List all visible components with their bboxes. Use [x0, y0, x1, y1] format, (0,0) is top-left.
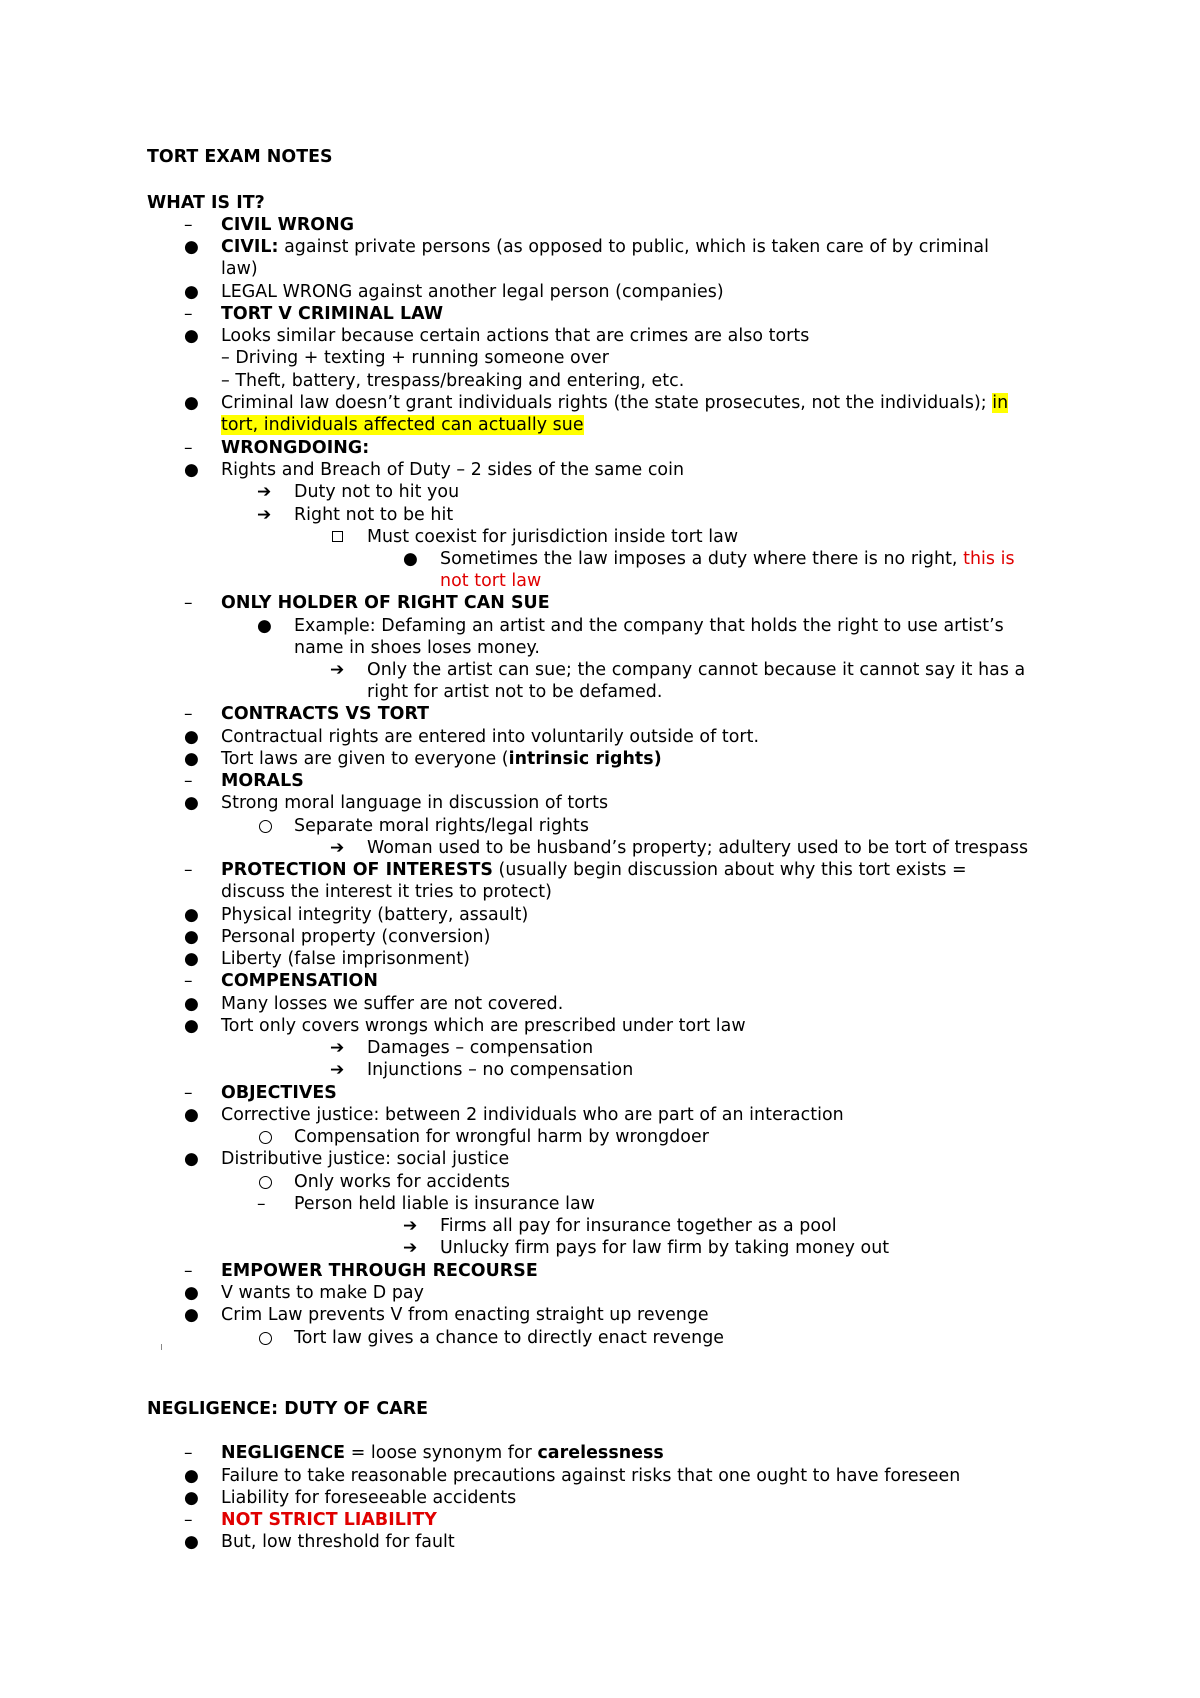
bullet-icon: ●: [184, 1532, 199, 1552]
dash-marker: –: [184, 1083, 193, 1103]
bullet-icon: ●: [184, 1305, 199, 1325]
list-item: Physical integrity (battery, assault): [221, 905, 529, 925]
bullet-icon: ●: [184, 393, 199, 413]
hollow-circle-icon: [259, 1332, 272, 1345]
list-item: Person held liable is insurance law: [294, 1194, 595, 1214]
list-item: Crim Law prevents V from enacting straight up revenge: [221, 1305, 709, 1325]
bullet-icon: ●: [184, 1283, 199, 1303]
subheading: OBJECTIVES: [221, 1083, 337, 1103]
section-heading: WHAT IS IT?: [147, 193, 265, 213]
bullet-icon: ●: [184, 460, 199, 480]
list-item: Only the artist can sue; the company cannot because it cannot say it has a: [367, 660, 1026, 680]
bullet-icon: ●: [184, 749, 199, 769]
list-item-continuation: law): [221, 259, 258, 279]
list-item: V wants to make D pay: [221, 1283, 424, 1303]
subheading: ONLY HOLDER OF RIGHT CAN SUE: [221, 593, 550, 613]
hollow-circle-icon: [259, 1176, 272, 1189]
subheading: CONTRACTS VS TORT: [221, 704, 430, 724]
list-item: Sometimes the law imposes a duty where there is no right, this is: [440, 549, 1015, 569]
arrow-icon: ➔: [403, 1238, 418, 1258]
list-item: Tort law gives a chance to directly enact revenge: [294, 1328, 725, 1348]
dash-marker: –: [184, 1443, 193, 1463]
dash-marker: –: [184, 215, 193, 235]
list-item: Example: Defaming an artist and the company that holds the right to use artist’s: [294, 616, 1004, 636]
bullet-icon: ●: [184, 727, 199, 747]
bullet-icon: ●: [184, 282, 199, 302]
arrow-icon: ➔: [330, 1038, 345, 1058]
bullet-icon: ●: [184, 1016, 199, 1036]
subheading: PROTECTION OF INTERESTS (usually begin discussion about why this tort exists =: [221, 860, 967, 880]
subheading: CIVIL WRONG: [221, 215, 355, 235]
subheading: NOT STRICT LIABILITY: [221, 1510, 437, 1530]
list-item-continuation: right for artist not to be defamed.: [367, 682, 663, 702]
list-item: Tort only covers wrongs which are prescribed under tort law: [221, 1016, 746, 1036]
bullet-icon: ●: [184, 1105, 199, 1125]
subheading: EMPOWER THROUGH RECOURSE: [221, 1261, 538, 1281]
arrow-icon: ➔: [257, 482, 272, 502]
list-item: Unlucky firm pays for law firm by taking money out: [440, 1238, 890, 1258]
hollow-circle-icon: [259, 1131, 272, 1144]
arrow-icon: ➔: [330, 838, 345, 858]
dash-marker: –: [184, 593, 193, 613]
arrow-icon: ➔: [330, 660, 345, 680]
arrow-icon: ➔: [257, 505, 272, 525]
subheading: COMPENSATION: [221, 971, 378, 991]
dash-marker: –: [184, 1261, 193, 1281]
list-item: Corrective justice: between 2 individuals who are part of an interaction: [221, 1105, 844, 1125]
list-item: Only works for accidents: [294, 1172, 510, 1192]
dash-marker: –: [184, 860, 193, 880]
dash-marker: –: [184, 971, 193, 991]
subheading: TORT V CRIMINAL LAW: [221, 304, 444, 324]
arrow-icon: ➔: [403, 1216, 418, 1236]
subheading: MORALS: [221, 771, 304, 791]
bullet-icon: ●: [184, 927, 199, 947]
list-item-continuation: not tort law: [440, 571, 542, 591]
checkbox-square-icon: [332, 531, 343, 542]
bullet-icon: ●: [184, 1149, 199, 1169]
list-item-continuation: – Theft, battery, trespass/breaking and entering, etc.: [221, 371, 685, 391]
list-item: Failure to take reasonable precautions against risks that one ought to have foreseen: [221, 1466, 961, 1486]
subheading: WRONGDOING:: [221, 438, 370, 458]
bullet-icon: ●: [184, 994, 199, 1014]
list-item: Tort laws are given to everyone (intrinsic rights): [221, 749, 662, 769]
list-item-continuation: tort, individuals affected can actually sue: [221, 415, 584, 435]
list-item: Criminal law doesn’t grant individuals rights (the state prosecutes, not the individuals); in: [221, 393, 1009, 413]
list-item: Duty not to hit you: [294, 482, 460, 502]
list-item: Separate moral rights/legal rights: [294, 816, 590, 836]
list-item: Liability for foreseeable accidents: [221, 1488, 517, 1508]
dash-marker: –: [184, 771, 193, 791]
subheading: NEGLIGENCE = loose synonym for carelessness: [221, 1443, 664, 1463]
bullet-icon: ●: [184, 793, 199, 813]
bullet-icon: ●: [184, 949, 199, 969]
bullet-icon: ●: [184, 905, 199, 925]
list-item: Firms all pay for insurance together as a pool: [440, 1216, 837, 1236]
list-item: LEGAL WRONG against another legal person (companies): [221, 282, 724, 302]
arrow-icon: ➔: [330, 1060, 345, 1080]
bullet-icon: ●: [184, 237, 199, 257]
dash-marker: –: [184, 304, 193, 324]
list-item: But, low threshold for fault: [221, 1532, 455, 1552]
bullet-icon: ●: [257, 616, 272, 636]
stray-mark: [161, 1344, 162, 1350]
bullet-icon: ●: [403, 549, 418, 569]
list-item: Damages – compensation: [367, 1038, 594, 1058]
list-item: Must coexist for jurisdiction inside tort law: [367, 527, 739, 547]
list-item: Liberty (false imprisonment): [221, 949, 470, 969]
list-item: Distributive justice: social justice: [221, 1149, 510, 1169]
bullet-icon: ●: [184, 1466, 199, 1486]
list-item: Looks similar because certain actions that are crimes are also torts: [221, 326, 810, 346]
bullet-icon: ●: [184, 326, 199, 346]
hollow-circle-icon: [259, 820, 272, 833]
section-heading: NEGLIGENCE: DUTY OF CARE: [147, 1399, 429, 1419]
list-item: Right not to be hit: [294, 505, 454, 525]
list-item-continuation: name in shoes loses money.: [294, 638, 540, 658]
dash-marker: –: [257, 1194, 266, 1214]
list-item: Injunctions – no compensation: [367, 1060, 634, 1080]
list-item: Woman used to be husband’s property; adultery used to be tort of trespass: [367, 838, 1029, 858]
document-title: TORT EXAM NOTES: [147, 147, 333, 167]
list-item: Many losses we suffer are not covered.: [221, 994, 564, 1014]
list-item: Strong moral language in discussion of torts: [221, 793, 609, 813]
dash-marker: –: [184, 1510, 193, 1530]
dash-marker: –: [184, 704, 193, 724]
list-item: Personal property (conversion): [221, 927, 491, 947]
list-item: Compensation for wrongful harm by wrongdoer: [294, 1127, 709, 1147]
bullet-icon: ●: [184, 1488, 199, 1508]
dash-marker: –: [184, 438, 193, 458]
list-item: CIVIL: against private persons (as opposed to public, which is taken care of by criminal: [221, 237, 990, 257]
list-item: Contractual rights are entered into voluntarily outside of tort.: [221, 727, 760, 747]
list-item: Rights and Breach of Duty – 2 sides of the same coin: [221, 460, 685, 480]
list-item-continuation: – Driving + texting + running someone over: [221, 348, 609, 368]
list-item-continuation: discuss the interest it tries to protect): [221, 882, 552, 902]
